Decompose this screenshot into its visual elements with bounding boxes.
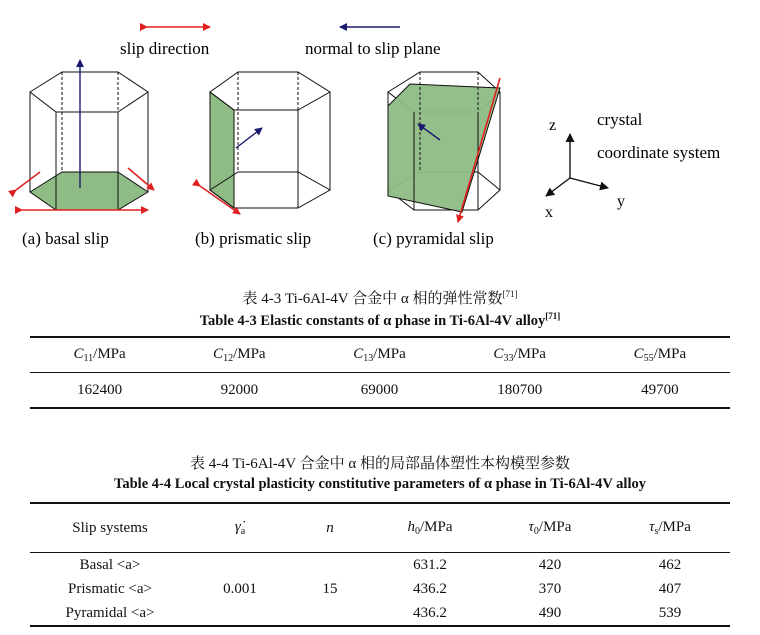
caption-prismatic: (b) prismatic slip (195, 229, 312, 248)
gamma-dot-value: 0.001 (223, 580, 257, 597)
axis-y-label: y (617, 193, 625, 210)
taus-value: 539 (658, 604, 682, 621)
table-row (30, 577, 730, 601)
header-c11: $C_{11}$/MPa (30, 337, 169, 373)
basal-plane (30, 172, 148, 210)
h0-value: 436.2 (413, 580, 447, 597)
header-c33: $C_{33}$/MPa (450, 337, 590, 373)
slip-system-name: Prismatic <a> (68, 580, 152, 597)
table-row (30, 373, 730, 409)
slip-system-name: Basal <a> (79, 556, 141, 573)
value-c11: 162400 (77, 381, 123, 398)
table3-caption-cn: 表 4-3 Ti-6Al-4V 合金中 α 相的弹性常数[71] (242, 289, 518, 307)
header-c55: $C_{55}$/MPa (590, 337, 730, 373)
hexagon-prismatic (200, 72, 330, 214)
plasticity-parameters-table (30, 502, 730, 627)
header-taus: $\tau_s$/MPa (610, 503, 730, 553)
header-tau0: $\tau_0$/MPa (490, 503, 610, 553)
axis-x-label: x (545, 204, 553, 221)
table-row (30, 553, 730, 578)
slip-direction-label: slip direction (120, 39, 210, 58)
caption-pyramidal: (c) pyramidal slip (373, 229, 494, 248)
pyramidal-plane (388, 84, 500, 212)
h0-value: 436.2 (413, 604, 447, 621)
h0-value: 631.2 (413, 556, 447, 573)
crystal-label: crystal (597, 110, 643, 129)
header-gamma-dot: $\gammȧ_a$ (190, 503, 290, 553)
hexagon-basal (16, 60, 154, 210)
table-row (30, 601, 730, 626)
legend-slip-direction (120, 27, 210, 58)
table4-caption-cn: 表 4-4 Ti-6Al-4V 合金中 α 相的局部晶体塑性本构模型参数 (190, 456, 570, 472)
value-c55: 49700 (641, 381, 679, 398)
header-c12: $C_{12}$/MPa (169, 337, 309, 373)
table3-header-row (30, 337, 730, 373)
tau0-value: 420 (538, 556, 562, 573)
table4-caption-en: Table 4-4 Local crystal plasticity constitutive parameters of α phase in Ti-6Al-4V alloy (114, 476, 646, 492)
header-c13: $C_{13}$/MPa (309, 337, 449, 373)
value-c13: 69000 (360, 381, 399, 398)
header-slip-systems: Slip systems (30, 503, 190, 553)
table3-caption-en: Table 4-3 Elastic constants of α phase in Ti-6Al-4V alloy[71] (199, 311, 561, 329)
coordinate-system-label: coordinate system (597, 143, 721, 162)
slip-systems-figure (0, 0, 760, 262)
tau0-value: 490 (538, 604, 562, 621)
header-h0: $h_0$/MPa (370, 503, 490, 553)
elastic-constants-table (30, 336, 730, 409)
table4-header-row (30, 503, 730, 553)
tau0-value: 370 (538, 580, 562, 597)
header-n: n (290, 503, 370, 553)
taus-value: 407 (658, 580, 682, 597)
hexagon-pyramidal (388, 72, 500, 222)
value-c12: 92000 (220, 381, 259, 398)
legend-normal (305, 27, 441, 58)
slip-system-name: Pyramidal <a> (65, 604, 155, 621)
caption-basal: (a) basal slip (22, 229, 109, 248)
prismatic-plane (210, 92, 234, 208)
n-value: 15 (322, 580, 338, 597)
normal-to-slip-plane-label: normal to slip plane (305, 39, 441, 58)
taus-value: 462 (658, 556, 682, 573)
axis-z-label: z (549, 117, 557, 134)
value-c33: 180700 (497, 381, 543, 398)
